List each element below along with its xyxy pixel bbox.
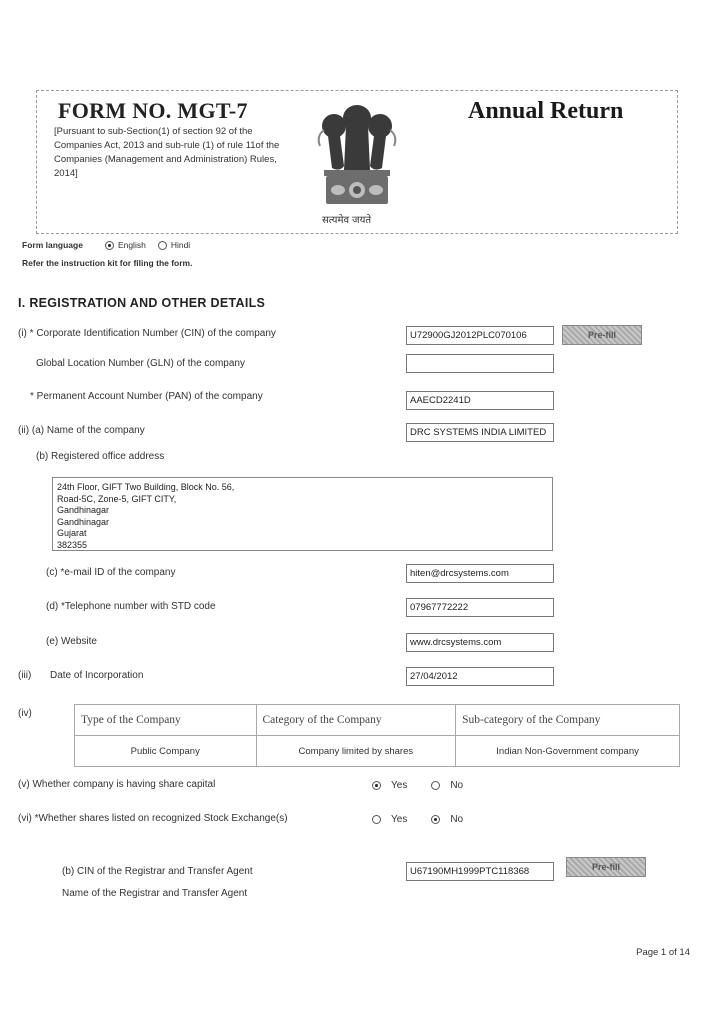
address-line: Road-5C, Zone-5, GIFT CITY, xyxy=(57,493,177,504)
english-label: English xyxy=(117,240,146,250)
subcategory-header: Sub-category of the Company xyxy=(456,705,680,736)
rta-cin-field[interactable]: U67190MH1999PTC118368 xyxy=(406,862,554,881)
hindi-radio[interactable] xyxy=(158,241,167,250)
instruction-kit-note: Refer the instruction kit for filing the form. xyxy=(22,258,193,268)
pan-field[interactable]: AAECD2241D xyxy=(406,391,554,410)
rta-prefill-button[interactable]: Pre-fill xyxy=(566,857,646,877)
listed-yes-label: Yes xyxy=(391,814,408,825)
address-line: 382355 xyxy=(57,539,88,550)
form-title: Annual Return xyxy=(468,98,624,124)
address-line: Gandhinagar xyxy=(57,516,110,527)
share-capital-label: (v) Whether company is having share capital xyxy=(18,779,216,790)
incorporation-number: (iii) xyxy=(18,670,32,681)
gln-label: Global Location Number (GLN) of the company xyxy=(36,358,245,369)
type-value: Public Company xyxy=(75,736,257,767)
category-header: Category of the Company xyxy=(256,705,456,736)
pursuant-text: [Pursuant to sub-Section(1) of section 92 of the Companies Act, 2013 and sub-rule (1) of rule 11of the Companies (Management and Administration) Rules, 2014] xyxy=(54,126,280,179)
address-line: Gandhinagar xyxy=(57,505,110,515)
company-name-field[interactable]: DRC SYSTEMS INDIA LIMITED xyxy=(406,423,554,442)
cin-label: (i) * Corporate Identification Number (CIN) of the company xyxy=(18,328,276,339)
address-label: (b) Registered office address xyxy=(36,451,165,462)
website-field[interactable]: www.drcsystems.com xyxy=(406,633,554,652)
listed-no-label: No xyxy=(450,814,464,825)
listed-yes-radio[interactable] xyxy=(372,815,381,824)
share-capital-no-label: No xyxy=(450,780,464,791)
company-type-number: (iv) xyxy=(18,708,32,719)
incorporation-date-field[interactable]: 27/04/2012 xyxy=(406,667,554,686)
company-name-label: (ii) (a) Name of the company xyxy=(18,425,145,436)
cin-prefill-button[interactable]: Pre-fill xyxy=(562,325,642,345)
address-line: Gujarat xyxy=(57,528,87,538)
registered-address-field[interactable] xyxy=(52,477,553,551)
listed-no-radio[interactable] xyxy=(431,815,440,824)
section-title: I. REGISTRATION AND OTHER DETAILS xyxy=(18,296,266,310)
hindi-label: Hindi xyxy=(170,240,191,250)
share-capital-no-radio[interactable] xyxy=(431,781,440,790)
rta-name-label: Name of the Registrar and Transfer Agent xyxy=(62,888,248,899)
email-label: (c) *e-mail ID of the company xyxy=(46,567,176,578)
subcategory-value: Indian Non-Government company xyxy=(456,736,680,767)
cin-field[interactable]: U72900GJ2012PLC070106 xyxy=(406,326,554,345)
listed-choice xyxy=(372,814,463,825)
form-language-row xyxy=(22,240,190,250)
type-header: Type of the Company xyxy=(75,705,257,736)
page-number: Page 1 of 14 xyxy=(636,947,690,958)
english-radio[interactable] xyxy=(105,241,114,250)
company-type-table xyxy=(74,704,680,767)
table-row xyxy=(75,736,680,767)
emblem-motto: सत्यमेव जयते xyxy=(322,215,372,226)
incorporation-label: Date of Incorporation xyxy=(50,670,144,681)
email-field[interactable]: hiten@drcsystems.com xyxy=(406,564,554,583)
listed-label: (vi) *Whether shares listed on recognized Stock Exchange(s) xyxy=(18,813,288,824)
address-line: 24th Floor, GIFT Two Building, Block No. 56, xyxy=(57,482,235,492)
phone-field[interactable]: 07967772222 xyxy=(406,598,554,617)
category-value: Company limited by shares xyxy=(256,736,456,767)
share-capital-yes-label: Yes xyxy=(391,780,408,791)
website-label: (e) Website xyxy=(46,636,97,647)
national-emblem-icon xyxy=(310,96,404,230)
gln-field[interactable] xyxy=(406,354,554,373)
share-capital-choice xyxy=(372,780,463,791)
form-number: FORM NO. MGT-7 xyxy=(58,98,248,123)
share-capital-yes-radio[interactable] xyxy=(372,781,381,790)
phone-label: (d) *Telephone number with STD code xyxy=(46,601,216,612)
rta-cin-label: (b) CIN of the Registrar and Transfer Agent xyxy=(62,866,253,877)
pan-label: * Permanent Account Number (PAN) of the company xyxy=(30,391,263,402)
form-language-label: Form language xyxy=(22,240,83,250)
